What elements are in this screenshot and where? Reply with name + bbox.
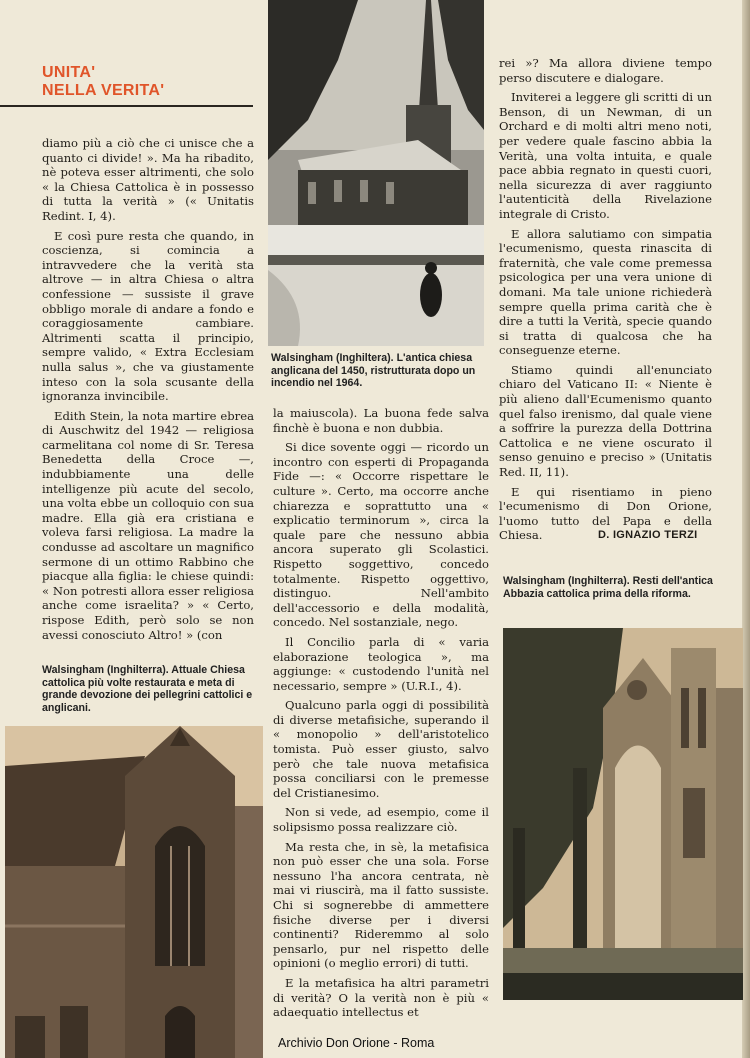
photo-abbey-ruins — [503, 628, 743, 1000]
col2-paragraph-1: la maiuscola). La buona fede salva finchè è buona e non dubbia. — [273, 406, 489, 435]
col3-paragraph-3: E allora salutiamo con simpatia l'ecumenismo, questa rinascita di fraternità, che vale come premessa psicologica per una vera unione di domani. Ma tale unione richiederà sempre quella prima carità che è dire a tutti la Verità, specie quando si tratta di qualcosa che ha conseguenze eterne. — [499, 226, 712, 358]
col1-paragraph-1: diamo più a ciò che ci unisce che a quanto ci divide! ». Ma ha ribadito, nè poteva esser altrimenti, che solo « la Chiesa Cattolica è in possesso di tutta la verità » (« Unitatis Redint. I, 4). — [42, 136, 254, 223]
col2-paragraph-2: Si dice sovente oggi — ricordo un incontro con esperti di Propaganda Fide —: « Occorre rispettare le culture ». Certo, ma occorre anche chiarezza e soprattutto una « explicatio terminorum », circa la quale pare che nessuno abbia ancora superato gli Scolastici. Rispetto soggettivo, concedo totalmente. Rispetto oggettivo, distinguo. Nell'ambito dell'accessorio e della modalità, concedo. Nel sostanziale, nego. — [273, 440, 489, 630]
page-edge — [742, 0, 750, 1058]
title-line-1: UNITA' — [42, 64, 96, 81]
col2-paragraph-5: Non si vede, ad esempio, come il solipsismo possa realizzare ciò. — [273, 805, 489, 835]
col1-paragraph-2: E così pure resta che quando, in coscienza, si comincia a intravvedere che la verità sta altrove — in altra Chiesa o altra confessione — sussiste il grave obbligo morale di andare a fondo e coraggiosamente cambiare. Altrimenti scatta il principio, sempre valido, « Extra Ecclesiam nulla salus », che va giustamente inteso con la sola scusante della ignoranza invincibile. — [42, 228, 254, 404]
archive-credit: Archivio Don Orione - Roma — [278, 1036, 435, 1050]
photo-anglican-church — [268, 0, 484, 346]
col2-paragraph-4: Qualcuno parla oggi di possibilità di diverse metafisiche, superando il « monopolio » dell'aristotelico tomista. Può esser giusto, salvo però che tale nuova metafisica possa conciliarsi con le premesse del Cristianesimo. — [273, 698, 489, 800]
caption-catholic-church: Walsingham (Inghilterra). Attuale Chiesa cattolica più volte restaurata e meta di grande devozione dei pellegrini cattolici e anglicani. — [42, 664, 253, 714]
col2-paragraph-6: Ma resta che, in sè, la metafisica non può esser che una sola. Forse nessuno l'ha ancora centrata, nè mai vi riuscirà, ma il fatto sussiste. Chi si sognerebbe di ammettere fisiche diverse per i diversi continenti? Rideremmo al solo pensarlo, pur nel rispetto delle opinioni (o meglio errori) di tutti. — [273, 839, 489, 971]
column-2 — [273, 406, 489, 1025]
title-divider — [0, 105, 253, 107]
col2-paragraph-7: E la metafisica ha altri parametri di verità? O la verità non è più « adaequatio intellectus et — [273, 975, 489, 1020]
author-signature: D. IGNAZIO TERZI — [598, 529, 698, 541]
col3-paragraph-4: Stiamo quindi all'enunciato chiaro del Vaticano II: « Niente è più alieno dall'Ecumenismo quanto quel falso irenismo, dal quale viene a soffrire la purezza della Dottrina Cattolica e ne viene oscurato il senso genuino e preciso » (Unitatis Red. II, 11). — [499, 362, 712, 480]
title-line-2: NELLA VERITA' — [42, 82, 165, 99]
col3-paragraph-2: Inviterei a leggere gli scritti di un Benson, di un Newman, di un Orchard e di molti altri meno noti, per vedere quale fascino abbia la Verità, una volta intuita, e quale pace abbia regnato in questi cuori, nella sicurezza di aver raggiunto l'autenticità della Rivelazione integrale di Cristo. — [499, 90, 712, 221]
col3-paragraph-5: E qui risentiamo in pieno l'ecumenismo di Don Orione, l'uomo tutto del Papa e della Chiesa. — [499, 484, 712, 543]
photo-catholic-church — [5, 726, 263, 1058]
col2-paragraph-3: Il Concilio parla di « varia elaborazione teologica », ma aggiunge: « custodendo l'unità nel necessario, sempre » (U.R.I., 4). — [273, 634, 489, 693]
col3-paragraph-1: rei »? Ma allora diviene tempo perso discutere e dialogare. — [499, 56, 712, 85]
column-3 — [499, 56, 712, 548]
column-1 — [42, 136, 254, 647]
article-title — [42, 64, 164, 100]
caption-abbey: Walsingham (Inghilterra). Resti dell'antica Abbazia cattolica prima della riforma. — [503, 575, 713, 600]
col1-paragraph-3: Edith Stein, la nota martire ebrea di Auschwitz del 1942 — religiosa carmelitana col nome di Sr. Teresa Benedetta della Croce —, indubbiamente una delle intelligenze più acute del secolo, una volta ebbe un colloquio con sua madre. Ella già era cristiana e voleva farsi religiosa. La madre la condusse ad ascoltare un magnifico sermone di un ottimo Rabbino che piacque alla figlia: le chiese quindi: « Non potresti allora esser religiosa anche come israelita? » « Certo, rispose Edith, però solo se non avessi conosciuto Altro! » (con — [42, 408, 254, 642]
caption-anglican-church: Walsingham (Inghiltera). L'antica chiesa anglicana del 1450, ristrutturata dopo un incendio nel 1964. — [271, 352, 476, 390]
